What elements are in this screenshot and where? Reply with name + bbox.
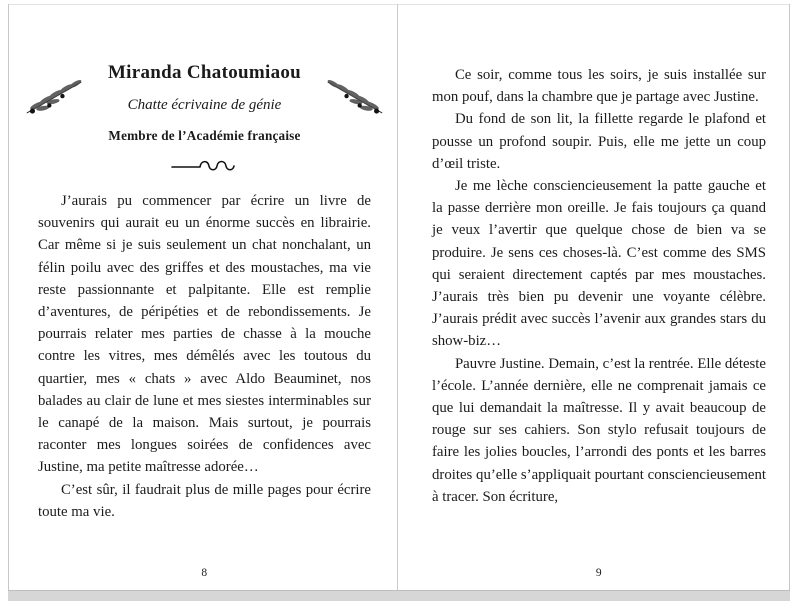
page-bottom-edge	[8, 590, 790, 601]
frame-top-edge	[8, 4, 790, 5]
frame-right-edge	[789, 4, 790, 590]
frame-left-edge	[8, 4, 9, 590]
page-gutter-divider	[397, 4, 398, 590]
left-page	[38, 62, 371, 523]
page-affiliation: Membre de l’Académie française	[108, 128, 301, 143]
paragraph: Du fond de son lit, la fillette regarde le plafond et pousse un profond soupir. Puis, elle me jette un coup d’œil triste.	[432, 111, 766, 172]
chapter-header	[38, 62, 371, 175]
section-divider-icon	[170, 157, 240, 175]
page-title: Miranda Chatoumiaou	[107, 62, 302, 83]
paragraph: Pauvre Justine. Demain, c’est la rentrée. Elle déteste l’école. L’année dernière, elle ne comprenait jamais ce que lui demandait la maîtresse. Il y avait beaucoup de rouge sur ses cahiers. Son stylo refusait toujours de faire les jolies boucles, l’arrondi des ponts et les barres droites qu’elle s’appliquait pourtant consciencieusement à tracer. Son écriture,	[432, 355, 766, 505]
paragraph: C’est sûr, il faudrait plus de mille pages pour écrire toute ma vie.	[38, 481, 371, 520]
paragraph: J’aurais pu commencer par écrire un livre de souvenirs qui aurait eu un énorme succès en librairie. Car même si je suis seulement un chat nonchalant, un félin poilu avec des griffes et des moustaches, ma vie reste passionnante et palpitante. Elle est remplie d’aventures, de péripéties et de rebondissements. Je pourrais relater mes parties de chasse à la mouche contre les vitres, mes démêlés avec les toutous du quartier, mes « chats » avec Aldo Beauminet, nos balades au clair de lune et mes siestes interminables sur le canapé de la maison. Mais surtout, je pourrais raconter mes longues soirées de confidences avec Justine, ma petite maîtresse adorée…	[38, 193, 371, 476]
paragraph: Je me lèche consciencieusement la patte gauche et la passe derrière mon oreille. Je fais toujours ça quand je veux l’avertir que quelque chose de bien va se produire. Je sens ces choses-là. C’est comme des SMS qui seraient directement captés par mes moustaches. J’aurais très bien pu devenir une voyante célèbre. J’aurais prédit avec succès l’avenir aux grandes stars du show-biz…	[432, 178, 766, 350]
paragraph: Ce soir, comme tous les soirs, je suis installée sur mon pouf, dans la chambre que je partage avec Justine.	[432, 67, 766, 106]
page-number-right: 9	[595, 567, 603, 579]
left-page-body	[38, 190, 371, 523]
laurel-branch-left-icon	[24, 76, 84, 118]
right-page	[432, 64, 766, 508]
page-subtitle: Chatte écrivaine de génie	[127, 97, 282, 113]
page-number-left: 8	[201, 567, 208, 579]
laurel-branch-right-icon	[325, 76, 385, 118]
